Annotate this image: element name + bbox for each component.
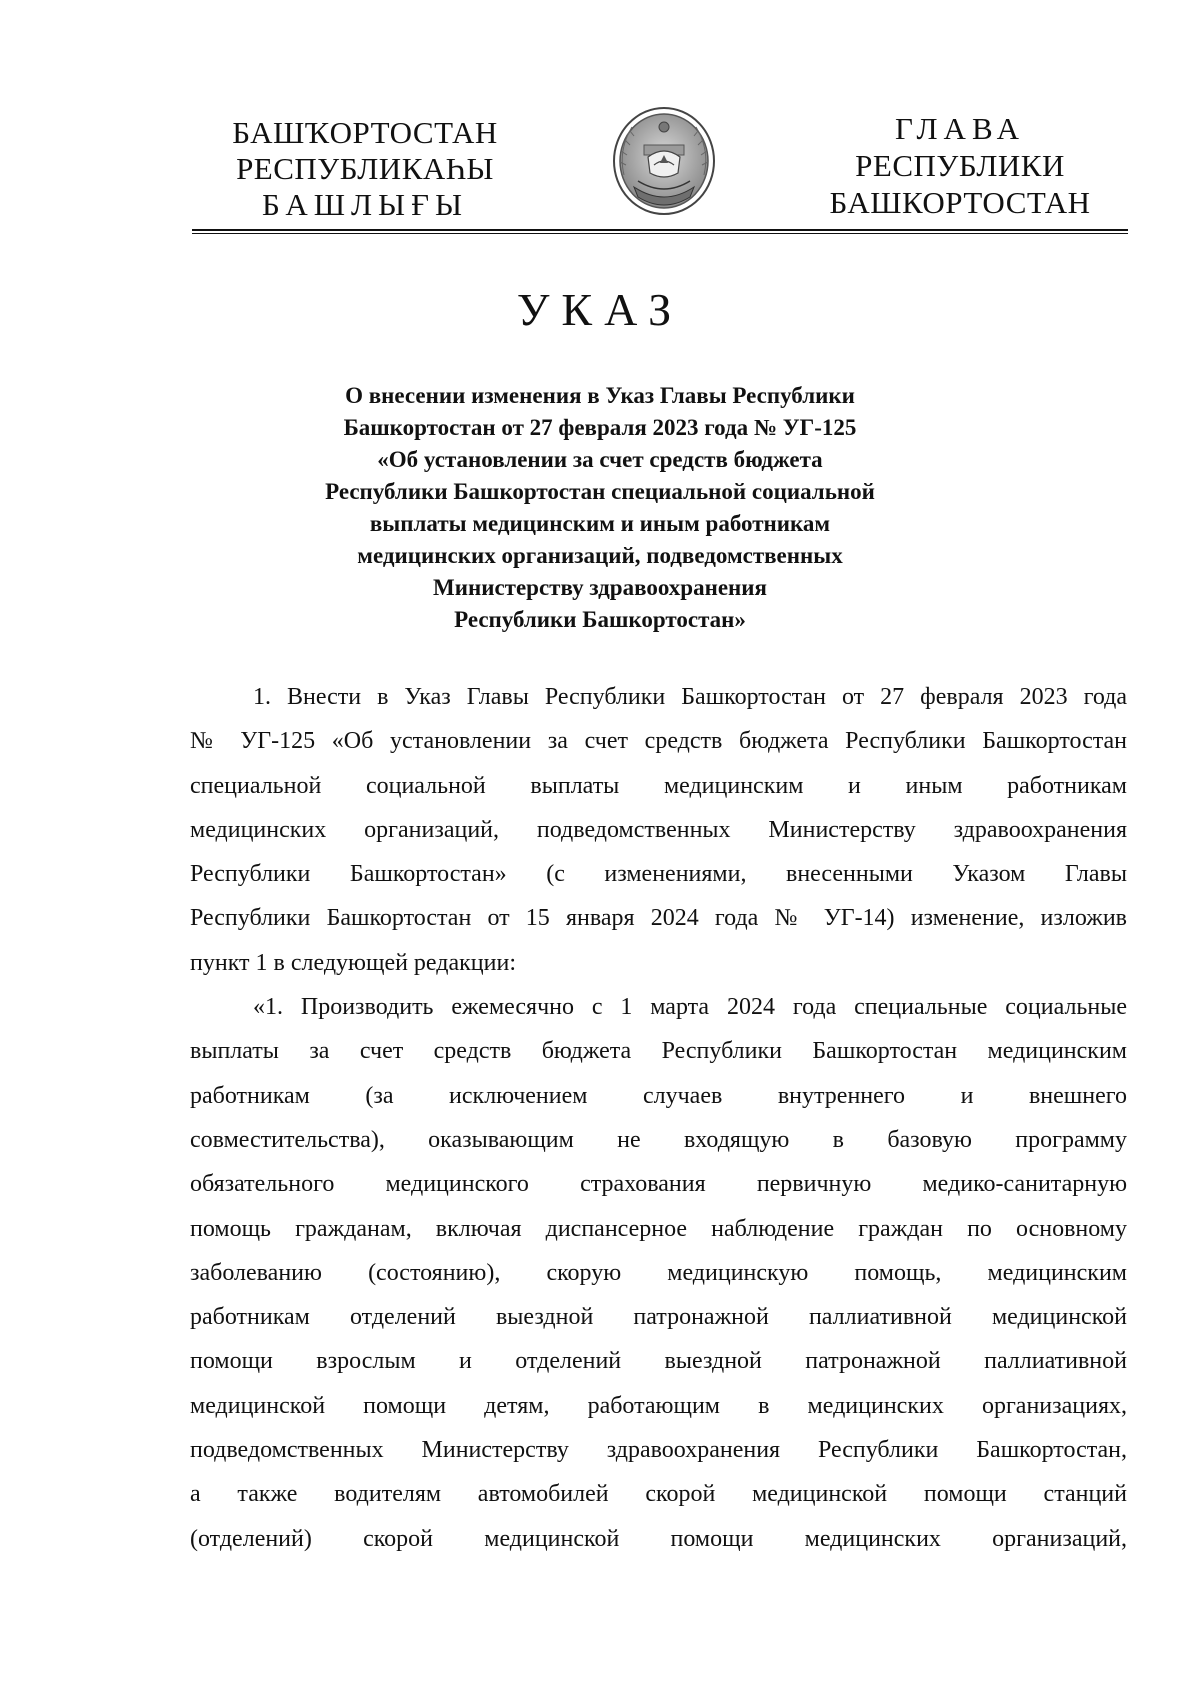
body-line: Республики Башкортостан» (с изменениями, внесенными Указом Главы (190, 861, 1127, 888)
letterhead-right-line: ГЛАВА (894, 111, 1026, 146)
paragraph-2 (190, 985, 1127, 1561)
coat-of-arms-icon (608, 105, 720, 223)
subtitle-line: выплаты медицинским и иным работникам (369, 511, 831, 536)
body-line: медицинской помощи детям, работающим в медицинских организациях, (190, 1392, 1127, 1419)
body-line: а также водителям автомобилей скорой медицинской помощи станций (190, 1481, 1127, 1508)
letterhead-left-line: РЕСПУБЛИКАҺЫ (236, 151, 494, 186)
subtitle-line: Республики Башкортостан специальной социальной (325, 479, 875, 504)
body-line: выплаты за счет средств бюджета Республики Башкортостан медицинским (190, 1038, 1127, 1065)
body-line: 1. Внести в Указ Главы Республики Башкортостан от 27 февраля 2023 года (253, 684, 1127, 710)
body-line: № УГ-125 «Об установлении за счет средств бюджета Республики Башкортостан (190, 728, 1127, 755)
body-line: пункт 1 в следующей редакции: (190, 949, 516, 976)
subtitle-line: Республики Башкортостан» (454, 607, 746, 632)
body-line: работникам отделений выездной патронажной паллиативной медицинской (190, 1304, 1127, 1331)
subtitle-line: О внесении изменения в Указ Главы Республики (345, 383, 855, 408)
document-subtitle (250, 380, 950, 636)
body-line: помощь гражданам, включая диспансерное наблюдение граждан по основному (190, 1215, 1127, 1242)
document-title: УКАЗ (516, 284, 684, 335)
body-line: работникам (за исключением случаев внутреннего и внешнего (190, 1082, 1127, 1109)
body-line: (отделений) скорой медицинской помощи медицинских организаций, (190, 1525, 1127, 1552)
body-line: медицинских организаций, подведомственных Министерству здравоохранения (190, 816, 1127, 843)
letterhead-right-line: РЕСПУБЛИКИ (855, 148, 1065, 183)
subtitle-line: медицинских организаций, подведомственных (357, 543, 843, 568)
body-line: обязательного медицинского страхования первичную медико-санитарную (190, 1171, 1127, 1198)
subtitle-line: Министерству здравоохранения (432, 575, 767, 600)
subtitle-line: Башкортостан от 27 февраля 2023 года № УГ-125 (343, 415, 857, 440)
letterhead-left-bashkir (190, 115, 540, 223)
letterhead-right-line: БАШКОРТОСТАН (829, 185, 1091, 220)
letterhead (190, 105, 1125, 225)
subtitle-line: «Об установлении за счет средств бюджета (377, 447, 823, 472)
body-line: специальной социальной выплаты медицинским и иным работникам (190, 772, 1127, 799)
paragraph-1 (190, 675, 1127, 985)
letterhead-left-line: БАШҠОРТОСТАН (232, 115, 498, 150)
body-line: Республики Башкортостан от 15 января 2024 года № УГ-14) изменение, изложив (190, 905, 1127, 932)
body-line: помощи взрослым и отделений выездной патронажной паллиативной (190, 1348, 1127, 1375)
letterhead-right-russian (795, 110, 1125, 221)
body-line: совместительства), оказывающим не входящую в базовую программу (190, 1126, 1127, 1153)
body-line: заболеванию (состоянию), скорую медицинскую помощь, медицинским (190, 1259, 1127, 1286)
letterhead-divider (192, 229, 1128, 234)
document-body (190, 675, 1127, 1561)
body-line: «1. Производить ежемесячно с 1 марта 2024 года специальные социальные (253, 994, 1127, 1021)
letterhead-left-line: БАШЛЫҒЫ (261, 187, 469, 222)
body-line: подведомственных Министерству здравоохранения Республики Башкортостан, (190, 1437, 1127, 1464)
